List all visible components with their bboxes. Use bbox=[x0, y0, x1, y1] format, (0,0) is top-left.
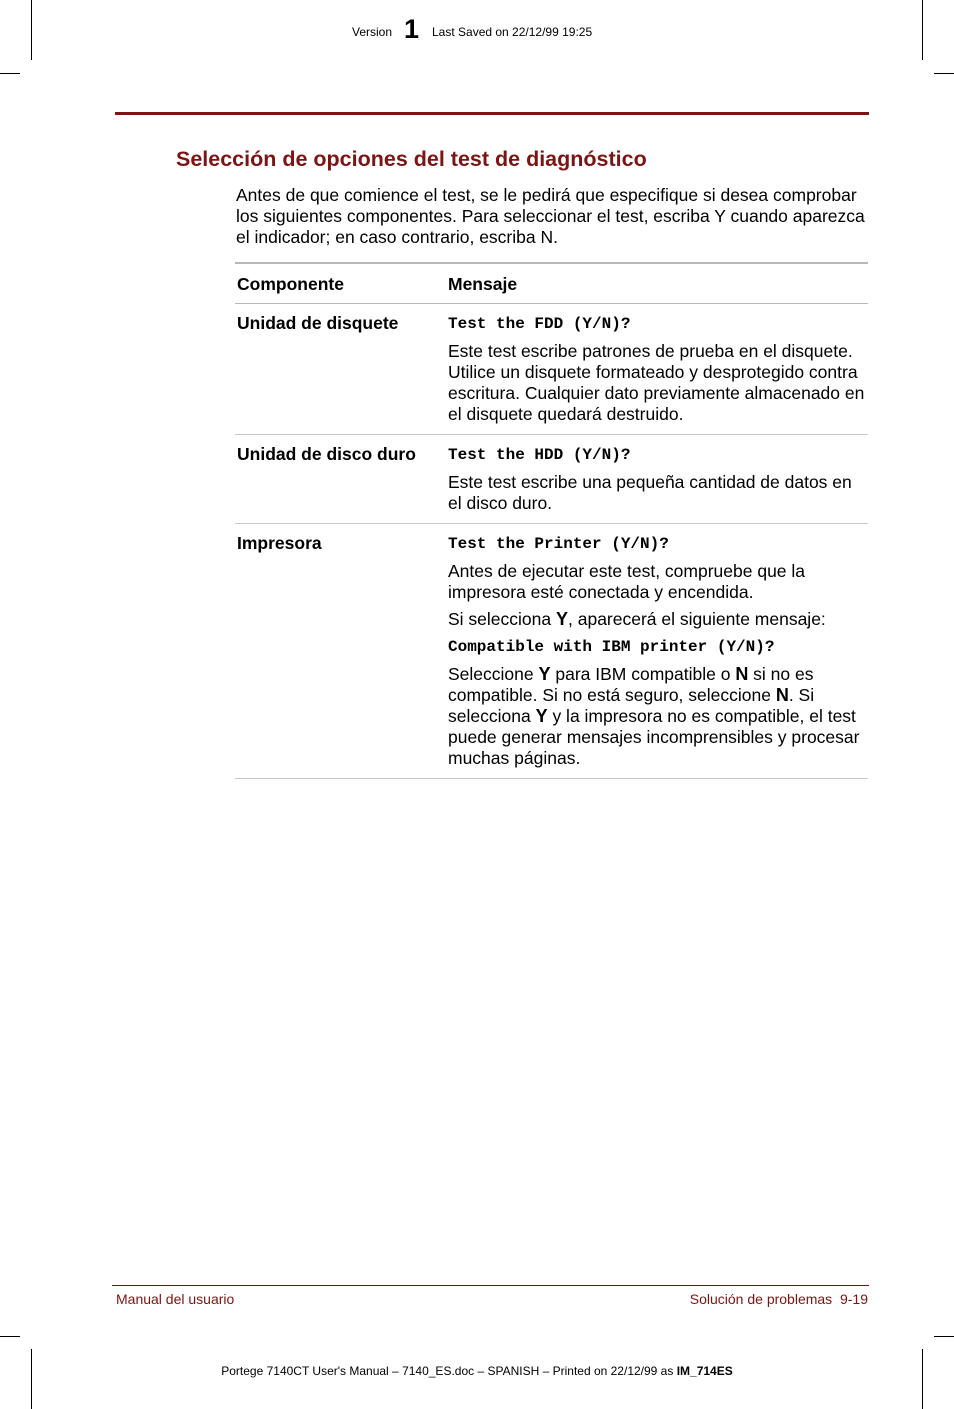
crop-mark bbox=[934, 73, 954, 74]
last-saved-text: Last Saved on 22/12/99 19:25 bbox=[432, 25, 593, 39]
footer-manual-title: Manual del usuario bbox=[116, 1291, 235, 1307]
message-description: Antes de ejecutar este test, compruebe que la impresora esté conectada y encendida. bbox=[448, 561, 806, 602]
table-row bbox=[235, 524, 868, 779]
message-description: Este test escribe patrones de prueba en el disquete. Utilice un disquete formateado y desprotegido contra escritura. Cualquier dato previamente almacenado en el disquete quedará destruido. bbox=[448, 341, 865, 424]
header-rule bbox=[115, 112, 869, 115]
table-header-row bbox=[235, 263, 868, 304]
crop-mark bbox=[922, 1349, 923, 1409]
component-cell: Unidad de disco duro bbox=[237, 444, 416, 464]
table-row bbox=[235, 435, 868, 524]
crop-mark bbox=[0, 1336, 20, 1337]
version-label: Version bbox=[352, 25, 393, 39]
intro-paragraph: Antes de que comience el test, se le pedirá que especifique si desea comprobar los siguientes componentes. Para seleccionar el test, escriba Y cuando aparezca el indicador; en caso contrario, escriba N. bbox=[236, 185, 865, 247]
message-cell bbox=[446, 435, 868, 524]
message-description: Este test escribe una pequeña cantidad de datos en el disco duro. bbox=[448, 472, 852, 513]
message-code-secondary: Compatible with IBM printer (Y/N)? bbox=[448, 638, 775, 656]
message-code: Test the FDD (Y/N)? bbox=[448, 315, 631, 333]
footer-rule bbox=[112, 1285, 869, 1286]
component-cell: Unidad de disquete bbox=[237, 313, 399, 333]
crop-mark bbox=[31, 1349, 32, 1409]
message-cell bbox=[446, 524, 868, 779]
table-row bbox=[235, 304, 868, 435]
component-cell: Impresora bbox=[237, 533, 322, 553]
footer-page-info: Solución de problemas 9-19 bbox=[689, 1291, 868, 1307]
print-info: Portege 7140CT User's Manual – 7140_ES.doc – SPANISH – Printed on 22/12/99 as IM_714ES bbox=[221, 1364, 733, 1378]
crop-mark bbox=[0, 73, 20, 74]
column-header-message: Mensaje bbox=[448, 273, 518, 294]
version-header bbox=[0, 14, 954, 48]
section-title: Selección de opciones del test de diagnóstico bbox=[176, 147, 647, 171]
message-code: Test the HDD (Y/N)? bbox=[448, 446, 631, 464]
crop-mark bbox=[934, 1336, 954, 1337]
message-note: Si selecciona Y, aparecerá el siguiente mensaje: bbox=[448, 609, 826, 629]
message-cell bbox=[446, 304, 868, 435]
message-detail: Seleccione Y para IBM compatible o N si no es compatible. Si no está seguro, seleccione N. Si selecciona Y y la impresora no es compatible, el test puede generar mensajes incomprensibles y procesar muchas páginas. bbox=[448, 664, 860, 768]
diagnostic-options-table bbox=[235, 262, 868, 779]
version-number: 1 bbox=[404, 14, 420, 44]
message-code: Test the Printer (Y/N)? bbox=[448, 535, 669, 553]
column-header-component: Componente bbox=[237, 273, 344, 294]
